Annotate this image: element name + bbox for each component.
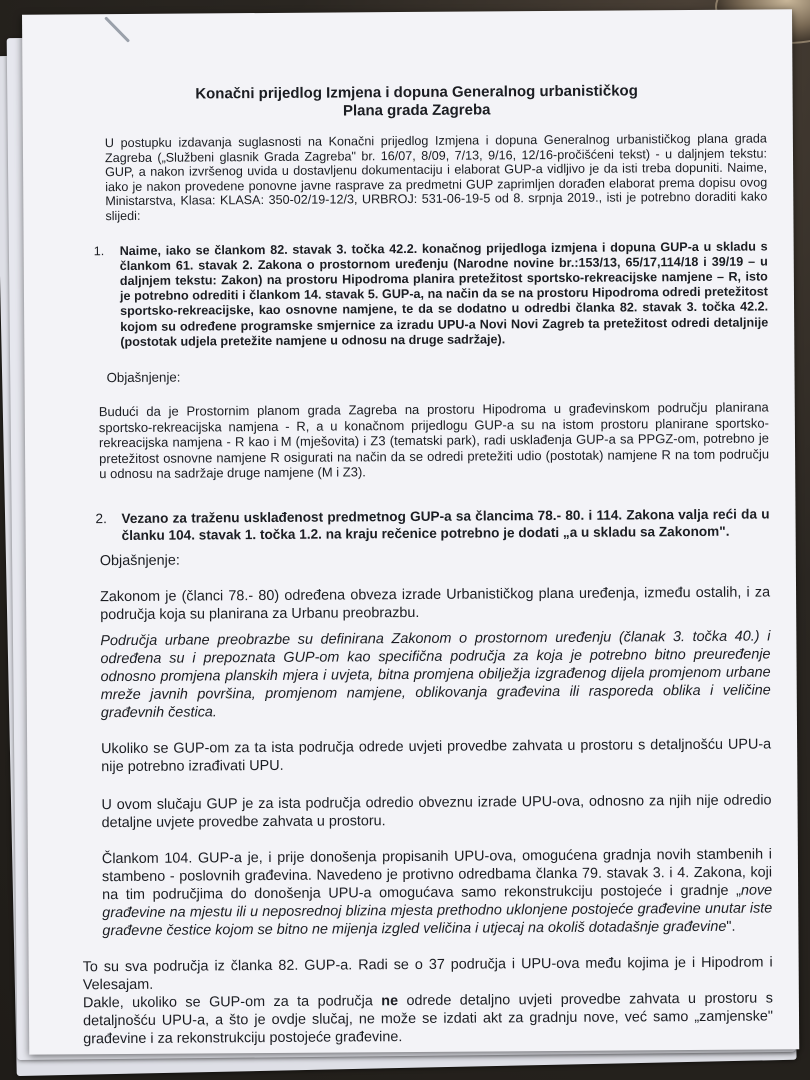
item-2-text: Vezano za traženu usklađenost predmetnog GUP-a sa člancima 78.- 80. i 114. Zakona valja reći da u članku 104. stavak 1. točka 1.2. na kraju rečenice potrebno je dodati „a u skladu sa Zakonom".	[121, 506, 770, 543]
item-1	[68, 239, 769, 350]
document-content	[67, 81, 774, 1054]
explanation-label-1: Objašnjenje:	[106, 369, 181, 386]
item-2-number: 2.	[95, 511, 107, 527]
paragraph-dakle	[83, 989, 773, 1048]
paragraph-dakle-part-a: Dakle, ukoliko se GUP-om za ta područja	[82, 993, 382, 1012]
paragraph-dakle-part-c: odrede detaljno uvjeti provedbe zahvata u prostoru s detaljnošću UPU-a, a što je ovdje slučaj, ne može se izdati akt za gradnju nove, već samo „zamjenske" građevine i za rekonstrukciju postojeće građevine.	[82, 990, 774, 1048]
paragraph-dakle-bold-ne: ne	[381, 993, 399, 1010]
explanation-paragraph-1: Budući da je Prostornim planom grada Zagreba na prostoru Hipodroma u građevinskom području planirana sportsko-rekreacijska namjena - R, a u konačnom prijedlogu GUP-a su na istom prostoru planirane sportsko-rekreacijska namjena - R kao i M (mješovita) i Z3 (tematski park), radi usklađenja GUP-a sa PPGZ-om, potrebno je pretežitost osnovne namjene R osigurati na način da se odredi pretežiti udio (postotak) namjene R na tom području u odnosu na sadržaje druge namjene (M i Z3).	[98, 399, 770, 482]
explanation-label-2: Objašnjenje:	[99, 552, 180, 570]
paragraph-clankom-104-part-c: ".	[726, 918, 736, 935]
paragraph-clankom-104	[102, 845, 773, 940]
paragraph-sva-podrucja: To su sva područja iz članka 82. GUP-a. Radi se o 37 područja i UPU-ova među kojima je i Hipodrom i Velesajam.	[82, 954, 773, 994]
item-1-number: 1.	[93, 243, 105, 258]
title-line-1: Konačni prijedlog Izmjena i dopuna Generalnog urbanističkog	[195, 82, 638, 103]
intro-paragraph: U postupku izdavanja suglasnosti na Konačni prijedlog Izmjena i dopuna Generalnog urbanističkog plana grada Zagreba („Službeni glasnik Grada Zagreba" br. 16/07, 8/09, 7/13, 9/16, 12/16-pročišćeni tekst) - u daljnjem tekstu: GUP, a nakon izvršenog uvida u dostavljenu dokumentaciju i elaborat GUP-a vidljivo je da isti treba dopuniti. Naime, iako je nakon provedene ponovne javne rasprave za predmetni GUP zaprimljen dorađen elaborat prema dopisu ovog Ministarstva, Klasa: KLASA: 350-02/19-12/3, URBROJ: 531-06-19-5 od 8. srpnja 2019., isti je potrebno doraditi kako slijedi:	[104, 131, 768, 224]
paragraph-clankom-104-part-a: Člankom 104. GUP-a je, i prije donošenja propisanih UPU-ova, omogućena gradnja novih stambenih i stambeno - poslovnih građevina. Navedeno je protivno odredbama članka 79. stavak 3. i 4. Zakona, koji na tim područjima do donošenja UPU-a omogućava samo rekonstrukciju postojeće i gradnje „	[101, 846, 773, 904]
document-title	[67, 81, 767, 122]
item-1-text: Naime, iako se člankom 82. stavak 3. točka 42.2. konačnog prijedloga izmjena i dopuna GUP-a u skladu s člankom 61. stavak 2. Zakona o prostornom uređenju (Narodne novine br.:153/13, 65/17,114/18 i 39/19 – u daljnjem tekstu: Zakon) na prostoru Hipodroma planira pretežitost sportsko-rekreacijske namjene – R, isto je potrebno odrediti i člankom 14. stavak 5. GUP-a, na način da se na prostoru Hipodroma odredi pretežitost sportsko-rekreacijske, kao osnovne namjene, te da se dodatno u odredbi članka 82. stavak 3. točka 42.2. kojom su određene programske smjernice za izradu UPU-a Novi Novi Zagreb ta pretežitost odredi detaljnije (postotak udjela pretežite namjene u odnosu na druge sadržaje).	[119, 239, 769, 349]
item-2	[69, 505, 769, 544]
staple	[104, 16, 130, 42]
paragraph-zakon: Zakonom je (članci 78.- 80) određena obveza izrade Urbanističkog plana uređenja, između ostalih, i za područja koja su planirana za Urbanu preobrazbu.	[100, 584, 771, 624]
title-line-2: Plana grada Zagreba	[342, 101, 491, 120]
document-page	[22, 9, 799, 1054]
paragraph-u-ovom-slucaju: U ovom slučaju GUP je za ista područja odredio obveznu izrade UPU-ova, odnosno za njih nije odredio detaljne uvjete provedbe zahvata u prostoru.	[101, 792, 772, 832]
paragraph-ukoliko: Ukoliko se GUP-om za ta ista područja odrede uvjeti provedbe zahvata u prostoru s detaljnošću UPU-a nije potrebno izrađivati UPU.	[101, 736, 772, 776]
paragraph-clankom-104-quote: nove građevine na mjestu ili u neposrednoj blizina mjesta prethodno uklonjene postojeće građevine unutar iste građevne čestice kojom se bitno ne mijenja izgled veličina i utjecaj na okoliš dotadašnje građevine	[102, 882, 773, 940]
paragraph-urbana-preobrazba: Područja urbane preobrazbe su definirana Zakonom o prostornom uređenju (članak 3. točka 40.) i određena su i prepoznata GUP-om kao specifična područja za koja je potrebno bitno preuređenje odnosno promjena planskih mjera i uvjeta, bitna promjena obilježja izgrađenog dijela promjenom urbane mreže javnih površina, promjenom namjene, oblikovanja građevina ili rasporeda oblika i veličine građevnih čestica.	[100, 628, 771, 722]
